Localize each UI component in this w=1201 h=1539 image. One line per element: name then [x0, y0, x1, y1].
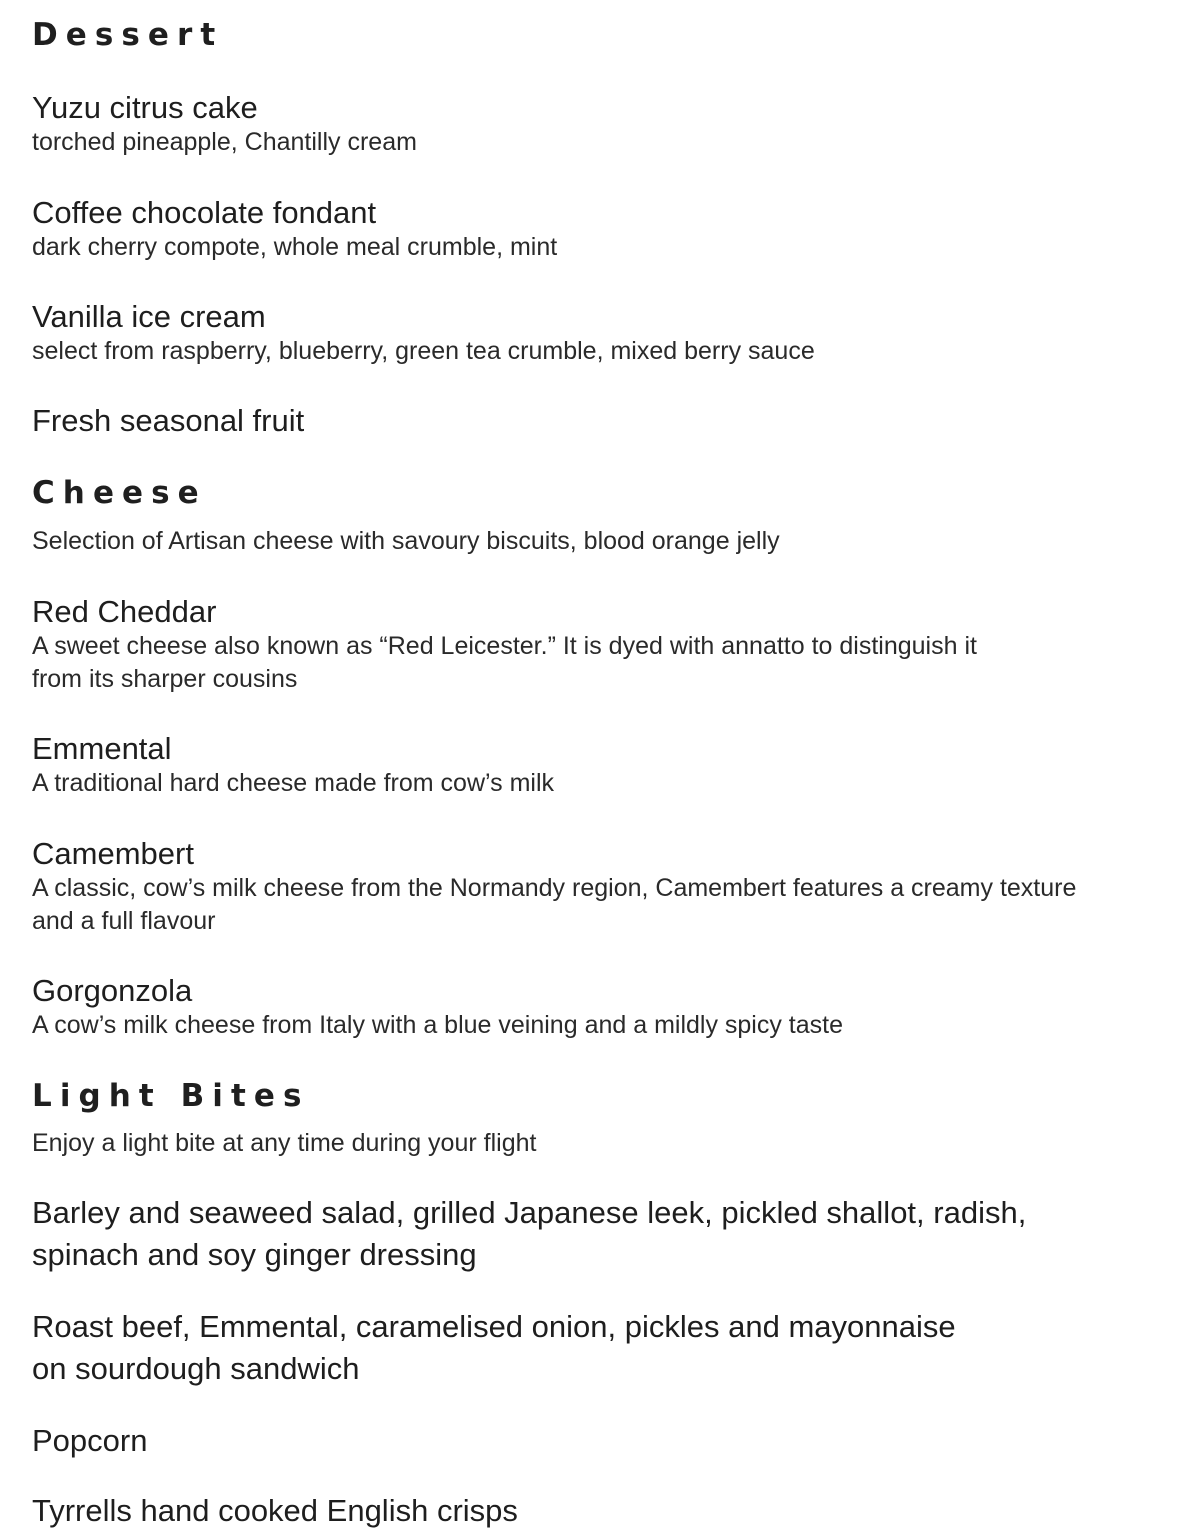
menu-item: [32, 90, 1182, 159]
item-description: A sweet cheese also known as “Red Leicester.” It is dyed with annatto to distinguish it: [32, 632, 977, 660]
item-description: from its sharper cousins: [32, 665, 298, 693]
item-name: Popcorn: [32, 1423, 148, 1458]
item-name: Red Cheddar: [32, 594, 217, 629]
menu-item: [32, 1306, 1182, 1390]
menu-item: [32, 1420, 1182, 1462]
item-description: torched pineapple, Chantilly cream: [32, 128, 417, 156]
cheese-heading: Cheese: [32, 475, 207, 511]
item-name: Barley and seaweed salad, grilled Japanese leek, pickled shallot, radish,: [32, 1195, 1027, 1230]
item-name: Emmental: [32, 731, 172, 766]
item-description: dark cherry compote, whole meal crumble, mint: [32, 233, 558, 261]
item-name: Vanilla ice cream: [32, 299, 266, 334]
item-name: Fresh seasonal fruit: [32, 403, 305, 438]
item-name: on sourdough sandwich: [32, 1351, 360, 1386]
item-description: A classic, cow’s milk cheese from the Normandy region, Camembert features a creamy texture: [32, 874, 1077, 902]
menu-item: [32, 1490, 1182, 1532]
item-description: A cow’s milk cheese from Italy with a blue veining and a mildly spicy taste: [32, 1011, 844, 1039]
item-name: Yuzu citrus cake: [32, 90, 258, 125]
menu-item: [32, 195, 1182, 264]
item-description: select from raspberry, blueberry, green tea crumble, mixed berry sauce: [32, 337, 815, 365]
menu-item: [32, 1192, 1182, 1276]
item-description: and a full flavour: [32, 907, 216, 935]
menu-item: [32, 973, 1182, 1042]
dessert-heading: Dessert: [32, 17, 224, 53]
item-name: Gorgonzola: [32, 973, 193, 1008]
item-name: Roast beef, Emmental, caramelised onion, pickles and mayonnaise: [32, 1309, 956, 1344]
menu-item: [32, 299, 1182, 368]
item-description: A traditional hard cheese made from cow’s milk: [32, 769, 554, 797]
menu-item: [32, 594, 1182, 696]
item-name: Coffee chocolate fondant: [32, 195, 377, 230]
light-bites-heading: Light Bites: [32, 1078, 310, 1114]
light-bites-intro: Enjoy a light bite at any time during your flight: [32, 1129, 537, 1157]
item-name: spinach and soy ginger dressing: [32, 1237, 477, 1272]
cheese-intro: Selection of Artisan cheese with savoury biscuits, blood orange jelly: [32, 527, 780, 555]
menu-item: [32, 731, 1182, 800]
menu-item: [32, 403, 1182, 439]
item-name: Camembert: [32, 836, 194, 871]
item-name: Tyrrells hand cooked English crisps: [32, 1493, 518, 1528]
menu-item: [32, 836, 1182, 938]
